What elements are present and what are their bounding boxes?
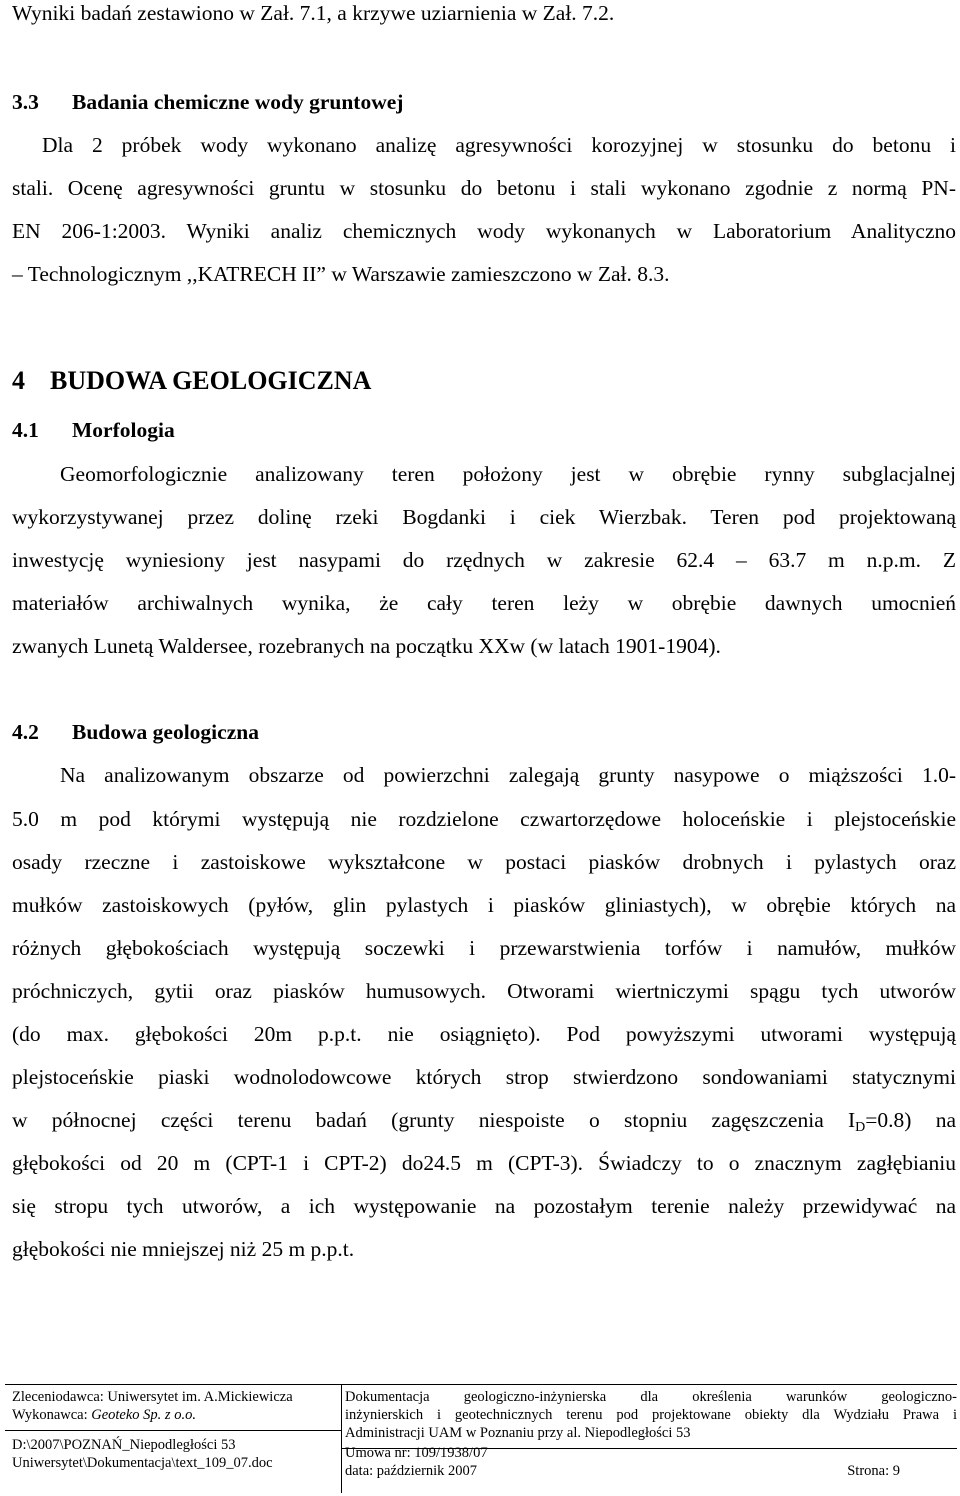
paragraph-line: 5.0 m pod którymi występują nie rozdzielone czwartorzędowe holoceńskie i plejstoceńskie xyxy=(12,807,956,831)
paragraph-line: głębokości nie mniejszej niż 25 m p.p.t. xyxy=(12,1237,355,1261)
section-number: 3.3 xyxy=(12,90,39,114)
section-title: Badania chemiczne wody gruntowej xyxy=(72,90,404,114)
footer-path-1: D:\2007\POZNAŃ_Niepodległości 53 xyxy=(12,1437,236,1453)
paragraph-line: stali. Ocenę agresywności gruntu w stosunku do betonu i stali wykonano zgodnie z normą PN- xyxy=(12,176,956,200)
paragraph-line: Na analizowanym obszarze od powierzchni zalegają grunty nasypowe o miąższości 1.0- xyxy=(60,763,956,787)
section-title: Budowa geologiczna xyxy=(72,720,259,744)
paragraph-line: próchniczych, gytii oraz piasków humusowych. Otworami wiertniczymi spągu tych utworów xyxy=(12,979,956,1003)
subscript-d: D xyxy=(855,1120,866,1135)
section-number: 4.2 xyxy=(12,720,39,744)
chapter-4-heading xyxy=(12,364,371,398)
paragraph-line: osady rzeczne i zastoiskowe wykształcone w postaci piasków drobnych i pylastych oraz xyxy=(12,850,956,874)
line-text: =0.8) na xyxy=(865,1108,957,1132)
footer-client: Zleceniodawca: Uniwersytet im. A.Mickiewicza xyxy=(12,1389,293,1405)
paragraph-line: zwanych Lunetą Waldersee, rozebranych na początku XXw (w latach 1901-1904). xyxy=(12,634,721,658)
intro-line: Wyniki badań zestawiono w Zał. 7.1, a krzywe uziarnienia w Zał. 7.2. xyxy=(12,1,615,25)
section-3-3-heading xyxy=(12,87,403,117)
paragraph-line: plejstoceńskie piaski wodnolodowcowe których strop stwierdzono sondowaniami statycznymi xyxy=(12,1065,956,1089)
footer-left xyxy=(12,1388,342,1472)
paragraph-line: mułków zastoiskowych (pyłów, glin pylastych i piasków gliniastych), w obrębie których na xyxy=(12,893,956,917)
contractor-name: Geoteko Sp. z o.o. xyxy=(91,1407,196,1423)
footer-date: data: październik 2007 xyxy=(345,1463,478,1479)
footer-path-2: Uniwersytet\Dokumentacja\text_109_07.doc xyxy=(12,1455,273,1471)
paragraph-line: Geomorfologicznie analizowany teren położony jest w obrębie rynny subglacjalnej xyxy=(60,462,956,486)
paragraph-line: głębokości od 20 m (CPT-1 i CPT-2) do24.5 m (CPT-3). Świadczy to o znacznym zagłębianiu xyxy=(12,1151,956,1175)
paragraph-line: wykorzystywanej przez dolinę rzeki Bogdanki i ciek Wierzbak. Teren pod projektowaną xyxy=(12,505,956,529)
footer-contract: Umowa nr: 109/1938/07 xyxy=(345,1445,488,1461)
footer-right xyxy=(345,1388,957,1480)
footer-doc-line: Administracji UAM w Poznaniu przy al. Niepodległości 53 xyxy=(345,1425,691,1441)
section-number: 4.1 xyxy=(12,418,39,442)
paragraph-line: (do max. głębokości 20m p.p.t. nie osiągnięto). Pod powyższymi utworami występują xyxy=(12,1022,956,1046)
footer-page-number: Strona: 9 xyxy=(847,1463,900,1479)
paragraph-line: się stropu tych utworów, a ich występowanie na pozostałym terenie należy przewidywać na xyxy=(12,1194,956,1218)
footer-date-row xyxy=(345,1462,900,1480)
paragraph-line: – Technologicznym ,,KATRECH II” w Warszawie zamieszczono w Zał. 8.3. xyxy=(12,262,670,286)
section-4-2-heading xyxy=(12,717,259,747)
section-4-1-heading xyxy=(12,415,175,445)
page-footer xyxy=(5,1384,957,1493)
paragraph-line: materiałów archiwalnych wynika, że cały teren leży w obrębie dawnych umocnień xyxy=(12,591,956,615)
chapter-title: BUDOWA GEOLOGICZNA xyxy=(50,366,372,395)
footer-contractor xyxy=(12,1406,342,1424)
paragraph-line: różnych głębokościach występują soczewki i przewarstwienia torfów i namułów, mułków xyxy=(12,936,956,960)
paragraph-line: Dla 2 próbek wody wykonano analizę agresywności korozyjnej w stosunku do betonu i xyxy=(42,133,956,157)
paragraph-line: inwestycję wyniesiony jest nasypami do rzędnych w zakresie 62.4 – 63.7 m n.p.m. Z xyxy=(12,548,956,572)
contractor-label: Wykonawca: xyxy=(12,1407,92,1423)
paragraph-line xyxy=(12,1105,956,1143)
footer-doc-line: Dokumentacja geologiczno-inżynierska dla określenia warunków geologiczno- xyxy=(345,1389,957,1405)
line-text: w północnej części terenu badań (grunty niespoiste o stopniu zagęszczenia I xyxy=(12,1108,856,1132)
chapter-number: 4 xyxy=(12,366,25,395)
section-title: Morfologia xyxy=(72,418,175,442)
footer-doc-line: inżynierskich i geotechnicznych terenu pod projektowane obiekty dla Wydziału Prawa i xyxy=(345,1407,957,1423)
paragraph-line: EN 206-1:2003. Wyniki analiz chemicznych wody wykonanych w Laboratorium Analityczno xyxy=(12,219,956,243)
